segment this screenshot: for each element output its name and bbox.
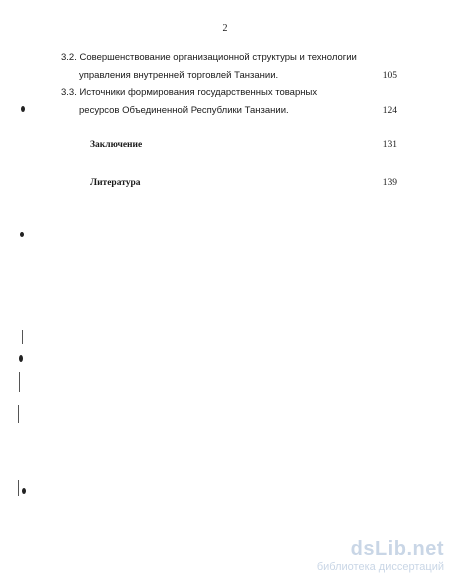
scan-artifact-mark (19, 355, 23, 362)
scan-artifact-line (18, 480, 19, 496)
scan-artifact-mark (22, 488, 26, 494)
toc-entry-3-2-page: 105 (382, 71, 397, 81)
toc-entry-3-2-line2: управления внутренней торговлей Танзании. (79, 70, 279, 81)
toc-entry-literature: Литература (90, 178, 141, 188)
watermark-subtitle: библиотека диссертаций (316, 561, 444, 573)
scan-artifact-mark (21, 106, 25, 112)
site-watermark (317, 539, 444, 574)
toc-entry-3-3-line2: ресурсов Объединенной Республики Танзании. (79, 105, 289, 116)
scan-artifact-line (22, 330, 23, 344)
scan-artifact-line (19, 372, 20, 392)
toc-entry-literature-page: 139 (382, 178, 397, 188)
toc-entry-conclusion-page: 131 (382, 140, 397, 150)
watermark-brand: dsLib.net (350, 538, 444, 560)
toc-entry-3-2-line1: 3.2. Совершенствование организационной структуры и технологии (61, 52, 357, 63)
toc-entry-conclusion: Заключение (90, 140, 143, 150)
scan-artifact-mark (20, 232, 24, 237)
toc-entry-3-3-line1: 3.3. Источники формирования государственных товарных (61, 87, 318, 98)
page-number: 2 (222, 23, 228, 34)
toc-entry-3-3-page: 124 (382, 106, 397, 116)
scan-artifact-line (18, 405, 19, 423)
